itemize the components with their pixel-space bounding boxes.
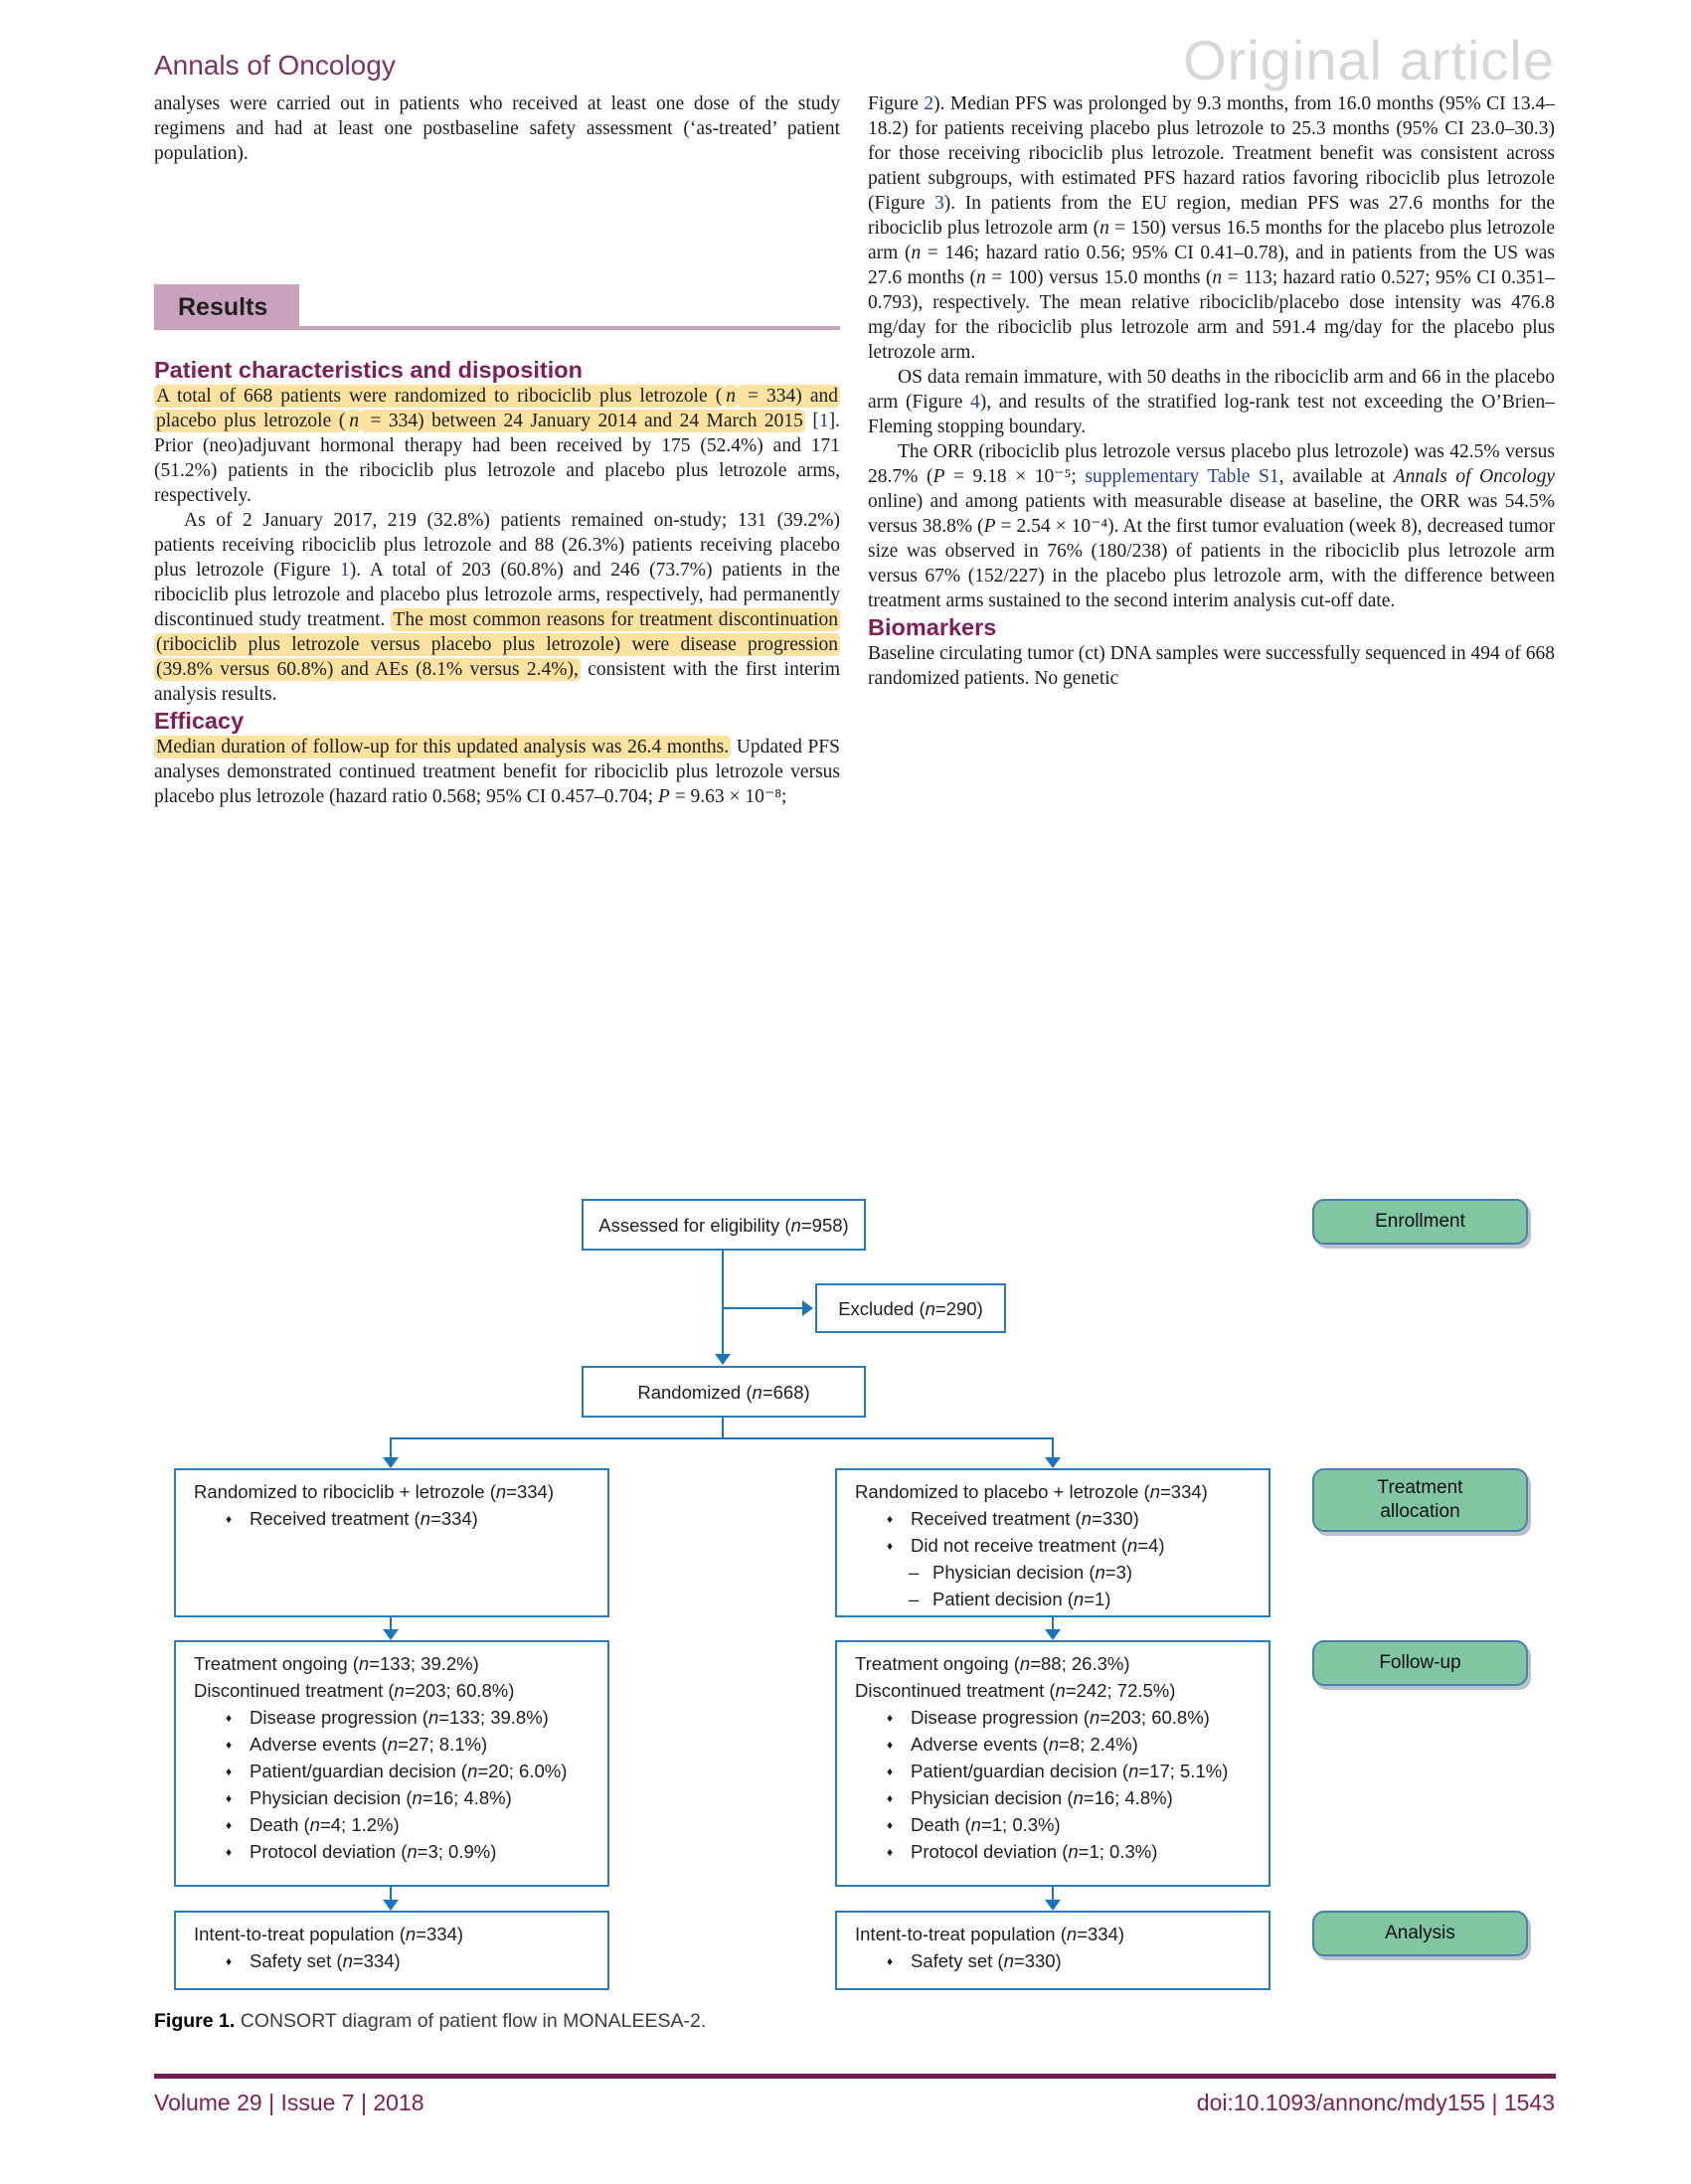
reference-link[interactable]: 1 [818, 411, 829, 431]
pfs-paragraph [868, 91, 1555, 365]
text-segment: ), and results of the stratified log-rank test not exceeding the O’Brien–Fleming stopping boundary. [868, 392, 1555, 437]
text-segment: n [726, 386, 736, 407]
text-segment: consistent with the first interim analysis results. [154, 659, 841, 705]
text-segment: As of 2 January 2017, 219 (32.8%) patients remained on-study; 131 (39.2%) patients receiving ribociclib plus letrozole and 88 (26.3%) patients receiving placebo plus letrozole (Figure [154, 510, 840, 581]
text-segment: ). A total of 203 (60.8%) and 246 (73.7%) patients in the ribociclib plus letrozole and placebo plus letrozole arms, respectively, had permanently discontinued study treatment. [154, 560, 841, 630]
flow-line: Randomized (n=668) [637, 1381, 810, 1403]
text-segment: n [349, 411, 359, 431]
section-heading-patient-characteristics: Patient characteristics and disposition [154, 357, 583, 383]
followup-left-box [174, 1640, 609, 1887]
text-segment: = 334) and placebo plus letrozole ( [156, 386, 838, 431]
flow-line: Assessed for eligibility (n=958) [598, 1214, 849, 1236]
text-segment: ]. Prior (neo)adjuvant hormonal therapy had been received by 175 (52.4%) and 171 (51.2%) patients in the ribociclib plus letrozole and placebo plus letrozole arms, respectively. [154, 411, 840, 506]
arrowhead-to-itt-left [383, 1900, 399, 1911]
text-segment: = 100) versus 15.0 months ( [985, 267, 1213, 288]
randomized-box [582, 1366, 866, 1418]
flow-line: ♦ Death (n=1; 0.3%) [847, 1811, 1259, 1838]
connector-to-excluded [723, 1307, 802, 1309]
arrowhead-to-excluded [802, 1300, 813, 1316]
text-segment: = 334) between 24 January 2014 and 24 March 2015 [362, 411, 803, 431]
patient-paragraph-1 [154, 384, 840, 508]
text-segment: n [911, 243, 922, 263]
flow-line: ♦ Physician decision (n=16; 4.8%) [847, 1784, 1259, 1811]
text-segment: P [983, 516, 996, 537]
flow-line: Treatment [1377, 1477, 1463, 1498]
text-segment: Median duration of follow-up for this updated analysis was 26.4 months. [156, 737, 730, 757]
flow-line: ♦ Disease progression (n=133; 39.8%) [186, 1704, 597, 1731]
arrowhead-to-followup-right [1045, 1629, 1061, 1640]
text-segment: OS data remain immature, with 50 deaths in the ribociclib arm and 66 in the placebo arm (Figure [868, 367, 1555, 413]
left-column [154, 91, 840, 809]
text-segment: , available at [1278, 466, 1394, 487]
section-heading-biomarkers: Biomarkers [868, 614, 997, 640]
text-segment: The ORR (ribociclib plus letrozole versus placebo plus letrozole) was 42.5% versus 28.7% ( [868, 441, 1555, 487]
text-segment: n [1099, 218, 1109, 239]
itt-left-box [174, 1911, 609, 1990]
reference-link[interactable]: 1 [340, 560, 350, 581]
allocation-right-box [835, 1468, 1270, 1617]
flow-line: Excluded (n=290) [838, 1297, 983, 1319]
connector-randomized-branch [722, 1418, 724, 1438]
connector-followup-itt-left [390, 1887, 392, 1901]
flow-line: ♦ Adverse events (n=27; 8.1%) [186, 1731, 597, 1758]
arrowhead-to-alloc-left [383, 1457, 399, 1468]
itt-right-box [835, 1911, 1270, 1990]
reference-link[interactable]: 3 [934, 193, 944, 214]
stage-label-followup [1312, 1640, 1528, 1686]
connector-assessed-randomized [722, 1251, 724, 1354]
flow-line: Intent-to-treat population (n=334) [194, 1924, 464, 1944]
text-segment: = 146; hazard ratio 0.56; 95% CI 0.41–0.78), and in patients from the US was 27.6 months ( [868, 243, 1556, 288]
stage-label-enrollment [1312, 1199, 1528, 1245]
flow-line: Intent-to-treat population (n=334) [855, 1924, 1125, 1944]
text-segment: analyses were carried out in patients who received at least one dose of the study regimens and had at least one postbaseline safety assessment (‘as-treated’ patient population). [154, 93, 840, 164]
article-type-label: Original article [1183, 29, 1555, 91]
flow-line: Analysis [1385, 1923, 1455, 1943]
flow-line: Randomized to placebo + letrozole (n=334) [855, 1481, 1208, 1502]
text-segment: The most common reasons for treatment discontinuation (ribociclib plus letrozole versus placebo plus letrozole) were disease progression (39.8% versus 60.8%) and AEs (8.1% versus 2.4%), [156, 609, 838, 680]
text-segment: CONSORT diagram of patient flow in MONALEESA-2. [235, 2010, 707, 2032]
flow-line: Treatment ongoing (n=133; 39.2%) [194, 1653, 479, 1674]
biomarkers-paragraph [868, 641, 1555, 691]
flow-line: Discontinued treatment (n=242; 72.5%) [855, 1680, 1176, 1701]
flow-line: ♦ Safety set (n=330) [847, 1947, 1259, 1974]
text-segment: = 9.63 × 10⁻⁸; [669, 786, 787, 807]
text-segment: ). In patients from the EU region, median PFS was 27.6 months for the ribociclib plus letrozole arm ( [868, 193, 1556, 239]
flow-line: Treatment ongoing (n=88; 26.3%) [855, 1653, 1130, 1674]
footer-rule [154, 2074, 1556, 2079]
connector-followup-itt-right [1052, 1887, 1054, 1901]
stage-label-analysis [1312, 1911, 1528, 1956]
flow-line: ♦ Physician decision (n=16; 4.8%) [186, 1784, 597, 1811]
text-segment: = 2.54 × 10⁻⁴). At the first tumor evaluation (week 8), decreased tumor size was observed in 76% (180/238) of patients in the ribociclib plus letrozole arm versus 67% (152/227) in the placebo plus letrozole arm, with the difference between treatment arms sustained to the second interim analysis cut-off date. [868, 516, 1555, 611]
footer-doi-page: doi:10.1093/annonc/mdy155 | 1543 [1196, 2090, 1555, 2115]
text-segment: n [976, 267, 986, 288]
flow-line: ♦ Death (n=4; 1.2%) [186, 1811, 597, 1838]
connector-branch-left [390, 1437, 392, 1458]
results-banner [154, 284, 840, 330]
flow-line: Discontinued treatment (n=203; 60.8%) [194, 1680, 515, 1701]
text-segment: A total of 668 patients were randomized to ribociclib plus letrozole ( [156, 386, 723, 407]
assessed-box [582, 1199, 866, 1251]
text-segment: n [1212, 267, 1223, 288]
connector-branch-right [1052, 1437, 1054, 1458]
flow-line: ♦ Received treatment (n=334) [186, 1505, 597, 1532]
arrowhead-to-randomized [715, 1354, 731, 1365]
flow-line: ♦ Protocol deviation (n=3; 0.9%) [186, 1838, 597, 1865]
text-segment: P [932, 466, 945, 487]
figure-caption [154, 2010, 706, 2033]
results-heading: Results [154, 284, 299, 330]
orr-paragraph [868, 439, 1555, 613]
branch-line [391, 1437, 1053, 1439]
arrowhead-to-followup-left [383, 1629, 399, 1640]
flow-line: – Physician decision (n=3) [847, 1559, 1259, 1586]
text-segment: Baseline circulating tumor (ct) DNA samples were successfully sequenced in 494 of 668 randomized patients. No genetic [868, 643, 1555, 689]
followup-right-box [835, 1640, 1270, 1887]
stage-label-treatment-allocation [1312, 1468, 1528, 1532]
text-segment: = 9.18 × 10⁻⁵; [944, 466, 1086, 487]
section-heading-efficacy: Efficacy [154, 708, 245, 734]
flow-line: ♦ Patient/guardian decision (n=20; 6.0%) [186, 1758, 597, 1784]
right-column [868, 91, 1555, 691]
flow-line: ♦ Did not receive treatment (n=4) [847, 1532, 1259, 1559]
flow-line: Randomized to ribociclib + letrozole (n=334) [194, 1481, 554, 1502]
text-segment: online) and among patients with measurable disease at baseline, the ORR was 54.5% versus 38.8% ( [868, 491, 1555, 537]
flow-line: allocation [1380, 1501, 1460, 1522]
efficacy-paragraph [154, 735, 840, 809]
flow-line: ♦ Safety set (n=334) [186, 1947, 597, 1974]
reference-link[interactable]: supplementary Table S1 [1085, 466, 1279, 487]
text-segment: [ [804, 411, 819, 431]
arrowhead-to-alloc-right [1045, 1457, 1061, 1468]
reference-link[interactable]: 4 [969, 392, 980, 413]
flow-line: ♦ Adverse events (n=8; 2.4%) [847, 1731, 1259, 1758]
flow-line: ♦ Received treatment (n=330) [847, 1505, 1259, 1532]
text-segment: = 150) versus 16.5 months for the placebo plus letrozole arm ( [868, 218, 1555, 263]
footer-volume-issue: Volume 29 | Issue 7 | 2018 [154, 2090, 424, 2115]
text-segment: P [657, 786, 670, 807]
text-segment: Annals of Oncology [1393, 466, 1555, 487]
text-segment: Figure 1. [154, 2010, 236, 2032]
arrowhead-to-itt-right [1045, 1900, 1061, 1911]
flow-line: ♦ Protocol deviation (n=1; 0.3%) [847, 1838, 1259, 1865]
allocation-left-box [174, 1468, 609, 1617]
excluded-box [815, 1283, 1006, 1333]
flow-line: ♦ Patient/guardian decision (n=17; 5.1%) [847, 1758, 1259, 1784]
journal-name: Annals of Oncology [154, 50, 396, 81]
text-segment: Updated PFS analyses demonstrated continued treatment benefit for ribociclib plus letrozole versus placebo plus letrozole (hazard ratio 0.568; 95% CI 0.457–0.704; [154, 737, 840, 807]
flow-line: – Patient decision (n=1) [847, 1586, 1259, 1612]
flow-line: Enrollment [1375, 1211, 1465, 1232]
os-paragraph [868, 365, 1555, 439]
flow-line: ♦ Disease progression (n=203; 60.8%) [847, 1704, 1259, 1731]
text-segment: = 113; hazard ratio 0.527; 95% CI 0.351–0.793), respectively. The mean relative ribociclib/placebo dose intensity was 476.8 mg/day for the ribociclib plus letrozole arm and 591.4 mg/day for the placebo plus letrozole arm. [868, 267, 1555, 363]
flow-line: Follow-up [1379, 1652, 1461, 1673]
text-segment: Figure [868, 93, 925, 114]
text-segment: ). Median PFS was prolonged by 9.3 months, from 16.0 months (95% CI 13.4–18.2) for patients receiving placebo plus letrozole to 25.3 months (95% CI 23.0–30.3) for those receiving ribociclib plus letrozole. Treatment benefit was consistent across patient subgroups, with estimated PFS hazard ratios favoring ribociclib plus letrozole (Figure [868, 93, 1555, 214]
patient-paragraph-2 [154, 508, 840, 707]
reference-link[interactable]: 2 [924, 93, 934, 114]
intro-paragraph [154, 91, 840, 166]
